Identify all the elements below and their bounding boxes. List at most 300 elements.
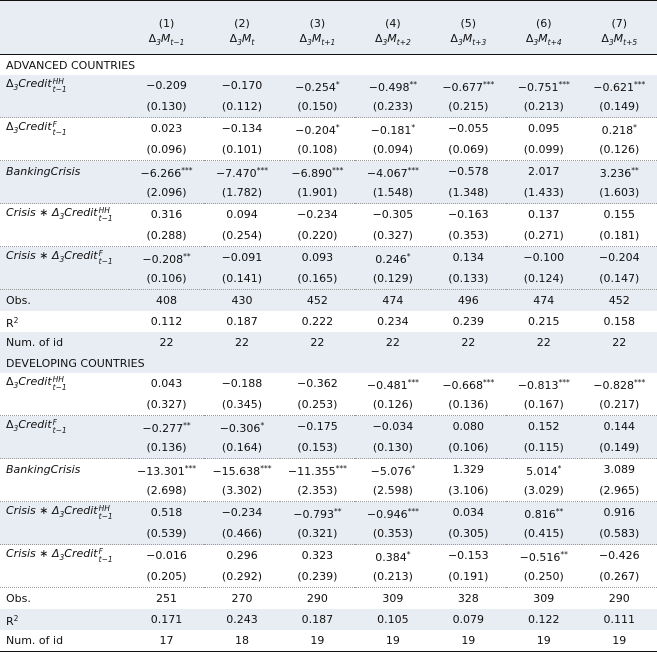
label-blank	[0, 139, 129, 161]
standard-error-cell: (0.254)	[204, 225, 279, 247]
delta-symbol: Δ	[601, 32, 609, 45]
coefficient-cell	[506, 545, 581, 567]
coefficient-cell	[355, 373, 430, 394]
num-id-cell: 19	[582, 630, 657, 652]
coefficient-value: 3.236	[599, 166, 632, 180]
coefficient-value: 2.017	[528, 165, 560, 178]
num-id-cell: 17	[129, 630, 204, 652]
coefficient-value: 0.095	[528, 122, 560, 135]
dependent-variable-row	[0, 30, 657, 55]
credit-subscript: t−1	[52, 128, 67, 137]
r-squared-cell: 0.187	[280, 609, 355, 630]
standard-error-cell: (0.205)	[129, 566, 204, 588]
standard-error-cell: (0.153)	[280, 437, 355, 459]
r-squared-cell: 0.105	[355, 609, 430, 630]
coefficient-value: −0.481	[366, 378, 408, 392]
coefficient-cell	[582, 502, 657, 524]
delta-symbol: Δ	[6, 120, 14, 133]
observations-cell: 251	[156, 592, 177, 605]
coefficient-value: −0.208	[142, 252, 184, 266]
coefficient-cell	[582, 373, 657, 394]
header-corner	[0, 1, 129, 31]
coefficient-value: 1.329	[452, 463, 485, 476]
observations-cell: 290	[306, 592, 328, 605]
significance-stars: *	[411, 122, 416, 132]
variable-label	[0, 416, 129, 438]
coefficient-value: −0.181	[370, 123, 412, 137]
coefficient-cell	[582, 161, 657, 183]
delta-subscript: 3	[156, 38, 161, 47]
section-title: DEVELOPING COUNTRIES	[0, 353, 657, 373]
significance-stars: ***	[335, 463, 347, 473]
observations-cell: 452	[280, 290, 355, 312]
credit-superscript: HH	[98, 504, 110, 513]
coefficient-cell	[506, 75, 581, 96]
variable-label	[0, 545, 129, 567]
coefficient-cell	[280, 459, 355, 481]
standard-error-cell: (0.305)	[431, 523, 506, 545]
variable-name: M	[613, 32, 624, 45]
coefficient-cell	[506, 118, 581, 140]
significance-stars: *	[633, 122, 637, 132]
standard-error-cell: (0.165)	[280, 268, 355, 290]
num-id-cell: 19	[506, 630, 581, 652]
coefficient-row	[0, 416, 657, 438]
standard-error-cell: (1.901)	[280, 182, 355, 204]
delta-subscript: 3	[533, 38, 539, 47]
variable-subscript: t+5	[623, 38, 638, 47]
coefficient-value: −0.034	[372, 420, 414, 433]
coefficient-cell	[506, 204, 581, 226]
observations-cell: 309	[533, 592, 555, 605]
dependent-variable	[582, 30, 657, 55]
credit-subscript: t−1	[52, 383, 67, 392]
standard-error-cell: (0.141)	[204, 268, 279, 290]
coefficient-value: −0.153	[447, 549, 489, 562]
section-title: ADVANCED COUNTRIES	[6, 58, 136, 72]
coefficient-cell	[506, 373, 581, 394]
standard-error-cell: (0.124)	[506, 268, 581, 290]
header-corner	[0, 30, 129, 55]
coefficient-value: 0.134	[452, 251, 485, 264]
coefficient-value: −0.362	[297, 377, 338, 390]
coefficient-cell	[431, 118, 506, 140]
credit-subscript: t−1	[98, 214, 113, 223]
variable-subscript: t−1	[170, 38, 185, 47]
coefficient-value: −0.091	[221, 251, 263, 264]
coefficient-cell	[355, 204, 430, 226]
num-id-cell: 18	[204, 630, 279, 652]
delta-subscript: 3	[608, 38, 614, 47]
coefficient-value: −0.305	[372, 208, 414, 221]
column-number: (1)	[129, 1, 204, 31]
num-id-label: Num. of id	[0, 630, 129, 652]
observations-cell: 474	[355, 290, 430, 312]
crisis-interaction: Crisis ∗ Δ	[6, 206, 60, 219]
coefficient-value: −13.301	[137, 464, 185, 478]
num-id-row	[0, 332, 657, 353]
coefficient-cell	[582, 247, 657, 269]
delta-symbol: Δ	[299, 32, 308, 45]
coefficient-value: −0.751	[517, 80, 559, 94]
significance-stars: ***	[483, 79, 495, 89]
standard-error-cell: (0.539)	[129, 523, 204, 545]
significance-stars: ***	[181, 165, 193, 175]
coefficient-row	[0, 118, 657, 140]
standard-error-cell: (0.466)	[204, 523, 279, 545]
coefficient-cell	[355, 75, 430, 96]
coefficient-value: −0.677	[442, 80, 484, 94]
delta-symbol: Δ	[374, 32, 383, 45]
coefficient-row	[0, 75, 657, 96]
dependent-variable	[204, 30, 279, 55]
standard-error-row	[0, 523, 657, 545]
coefficient-cell	[280, 204, 355, 226]
coefficient-value: 0.916	[603, 506, 635, 519]
banking-crisis-name: BankingCrisis	[6, 463, 81, 476]
standard-error-cell: (0.353)	[355, 523, 430, 545]
standard-error-cell: (0.130)	[355, 437, 430, 459]
num-id-cell: 19	[355, 630, 430, 652]
delta-subscript: 3	[13, 126, 19, 135]
observations-cell: 328	[457, 592, 479, 605]
coefficient-cell	[129, 75, 204, 96]
standard-error-cell: (3.029)	[506, 480, 581, 502]
significance-stars: *	[411, 463, 416, 473]
coefficient-value: 0.218	[601, 123, 634, 137]
num-id-cell: 19	[431, 630, 506, 652]
delta-subscript: 3	[13, 381, 19, 390]
coefficient-cell	[129, 204, 204, 226]
credit-name: Credit	[64, 206, 98, 219]
standard-error-cell: (3.302)	[204, 480, 279, 502]
coefficient-cell	[204, 118, 279, 140]
standard-error-cell: (0.101)	[204, 139, 279, 161]
delta-subscript: 3	[59, 553, 65, 562]
standard-error-cell: (0.583)	[582, 523, 657, 545]
coefficient-cell	[204, 502, 279, 524]
standard-error-cell: (0.130)	[129, 96, 204, 118]
coefficient-value: 0.023	[150, 122, 183, 135]
coefficient-cell	[355, 161, 430, 183]
coefficient-value: −0.793	[293, 507, 335, 521]
standard-error-cell: (0.181)	[582, 225, 657, 247]
r-letter: R	[6, 614, 14, 628]
coefficient-cell	[506, 502, 581, 524]
coefficient-cell	[280, 118, 355, 140]
credit-superscript: HH	[98, 206, 110, 215]
standard-error-cell: (0.106)	[431, 437, 506, 459]
delta-subscript: 3	[13, 424, 19, 433]
coefficient-cell	[431, 459, 506, 481]
r-squared-cell: 0.239	[452, 315, 485, 328]
standard-error-row	[0, 182, 657, 204]
standard-error-cell: (0.271)	[506, 225, 581, 247]
coefficient-cell	[582, 118, 657, 140]
coefficient-value: 0.316	[150, 208, 183, 221]
coefficient-value: −0.055	[447, 122, 489, 135]
dependent-variable	[355, 30, 430, 55]
credit-name: Credit	[18, 418, 52, 431]
coefficient-cell	[431, 373, 506, 394]
coefficient-row	[0, 545, 657, 567]
r-squared-cell: 0.111	[582, 609, 657, 630]
variable-subscript: t+3	[472, 38, 487, 47]
variable-label	[0, 118, 129, 140]
coefficient-cell	[204, 75, 279, 96]
significance-stars: ***	[256, 165, 268, 175]
credit-name: Credit	[18, 375, 52, 388]
standard-error-cell: (2.353)	[280, 480, 355, 502]
coefficient-cell	[204, 416, 279, 438]
credit-super-sub	[99, 505, 113, 521]
coefficient-cell	[431, 502, 506, 524]
coefficient-cell	[506, 161, 581, 183]
credit-superscript: F	[52, 120, 57, 129]
standard-error-cell: (0.106)	[129, 268, 204, 290]
variable-label	[0, 247, 129, 269]
coefficient-cell	[204, 545, 279, 567]
num-id-label: Num. of id	[0, 332, 129, 353]
num-id-cell: 22	[506, 332, 581, 353]
coefficient-value: −0.204	[598, 251, 640, 264]
coefficient-row	[0, 502, 657, 524]
r-squared-cell: 0.079	[431, 609, 506, 630]
r-squared-cell: 0.171	[129, 609, 204, 630]
standard-error-row	[0, 566, 657, 588]
coefficient-value: 0.034	[452, 506, 485, 519]
credit-name: Credit	[18, 77, 52, 90]
coefficient-row	[0, 373, 657, 394]
standard-error-cell: (0.112)	[204, 96, 279, 118]
standard-error-cell: (0.292)	[204, 566, 279, 588]
credit-super-sub	[99, 548, 113, 564]
delta-symbol: Δ	[148, 32, 157, 45]
significance-stars: *	[406, 251, 411, 261]
coefficient-cell	[582, 204, 657, 226]
credit-superscript: HH	[52, 77, 64, 86]
label-blank	[0, 437, 129, 459]
coefficient-cell	[204, 459, 279, 481]
delta-subscript: 3	[13, 83, 19, 92]
coefficient-value: −0.621	[593, 80, 634, 94]
standard-error-cell: (0.415)	[506, 523, 581, 545]
credit-subscript: t−1	[98, 257, 113, 266]
coefficient-cell	[204, 161, 279, 183]
significance-stars: **	[631, 165, 639, 175]
standard-error-row	[0, 139, 657, 161]
coefficient-cell	[355, 545, 430, 567]
table-body	[0, 1, 657, 652]
num-id-row	[0, 630, 657, 652]
standard-error-cell: (0.239)	[280, 566, 355, 588]
coefficient-cell	[355, 247, 430, 269]
delta-symbol: Δ	[525, 32, 534, 45]
variable-subscript: t+4	[547, 38, 562, 47]
credit-super-sub	[99, 207, 113, 223]
standard-error-row	[0, 480, 657, 502]
significance-stars: **	[183, 251, 191, 261]
delta-subscript: 3	[457, 38, 463, 47]
coefficient-value: −0.813	[517, 378, 559, 392]
credit-super-sub	[53, 419, 67, 435]
standard-error-cell: (0.213)	[355, 566, 430, 588]
delta-subscript: 3	[59, 212, 65, 221]
coefficient-value: 0.094	[226, 208, 258, 221]
coefficient-value: −0.204	[295, 123, 336, 137]
significance-stars: ***	[332, 165, 344, 175]
credit-subscript: t−1	[98, 512, 113, 521]
coefficient-cell	[204, 373, 279, 394]
r-squared-row	[0, 311, 657, 332]
standard-error-cell: (0.353)	[431, 225, 506, 247]
delta-subscript: 3	[59, 510, 65, 519]
standard-error-cell: (0.327)	[355, 225, 430, 247]
coefficient-value: −7.470	[215, 166, 257, 180]
credit-superscript: F	[98, 249, 103, 258]
standard-error-cell: (1.782)	[204, 182, 279, 204]
standard-error-cell: (0.288)	[129, 225, 204, 247]
observations-cell: 496	[431, 290, 506, 312]
variable-label	[0, 75, 129, 96]
coefficient-value: 0.518	[150, 506, 183, 519]
standard-error-cell: (3.106)	[431, 480, 506, 502]
coefficient-value: −5.076	[370, 464, 412, 478]
observations-cell: 270	[231, 592, 253, 605]
column-number: (5)	[431, 1, 506, 31]
significance-stars: ***	[260, 463, 272, 473]
significance-stars: **	[409, 79, 417, 89]
coefficient-row	[0, 204, 657, 226]
variable-name: M	[160, 32, 171, 45]
significance-stars: *	[406, 549, 411, 559]
delta-subscript: 3	[237, 38, 242, 47]
significance-stars: **	[560, 549, 568, 559]
coefficient-value: 0.152	[528, 420, 560, 433]
variable-name: M	[462, 32, 473, 45]
coefficient-cell	[431, 204, 506, 226]
coefficient-value: −0.578	[447, 165, 489, 178]
coefficient-cell	[280, 161, 355, 183]
coefficient-value: 0.246	[375, 252, 407, 266]
coefficient-cell	[355, 502, 430, 524]
variable-name: M	[241, 32, 252, 45]
num-id-cell: 22	[204, 332, 279, 353]
significance-stars: ***	[407, 377, 419, 387]
column-number: (6)	[506, 1, 581, 31]
standard-error-row	[0, 394, 657, 416]
coefficient-value: −0.209	[146, 79, 187, 92]
significance-stars: ***	[184, 463, 196, 473]
label-blank	[0, 566, 129, 588]
standard-error-cell: (0.167)	[506, 394, 581, 416]
delta-symbol: Δ	[6, 418, 14, 431]
coefficient-cell	[280, 502, 355, 524]
significance-stars: ***	[633, 377, 646, 387]
significance-stars: *	[260, 420, 265, 430]
standard-error-cell: (0.099)	[506, 139, 581, 161]
credit-super-sub	[53, 78, 67, 94]
credit-name: Credit	[64, 504, 98, 517]
variable-subscript: t	[251, 38, 255, 47]
dependent-variable	[280, 30, 355, 55]
standard-error-cell: (0.191)	[431, 566, 506, 588]
variable-label	[0, 459, 129, 481]
coefficient-cell	[129, 247, 204, 269]
coefficient-cell	[280, 416, 355, 438]
section-header-row	[0, 55, 657, 76]
variable-name: M	[538, 32, 548, 45]
column-number: (7)	[582, 1, 657, 31]
standard-error-cell: (0.126)	[582, 139, 657, 161]
r-squared-cell: 0.158	[603, 315, 635, 328]
r-letter: R	[6, 316, 14, 330]
coefficient-cell	[582, 416, 657, 438]
crisis-interaction: Crisis ∗ Δ	[6, 547, 60, 560]
delta-subscript: 3	[59, 255, 65, 264]
credit-super-sub	[99, 250, 113, 266]
variable-subscript: t+1	[321, 38, 336, 47]
significance-stars: ***	[558, 79, 570, 89]
label-blank	[0, 394, 129, 416]
r-squared-label	[0, 609, 129, 630]
coefficient-cell	[431, 545, 506, 567]
standard-error-cell: (0.069)	[431, 139, 506, 161]
coefficient-row	[0, 459, 657, 481]
crisis-interaction: Crisis ∗ Δ	[6, 249, 60, 262]
r-squared-cell: 0.187	[226, 315, 258, 328]
standard-error-row	[0, 268, 657, 290]
standard-error-row	[0, 437, 657, 459]
coefficient-value: −0.426	[598, 549, 640, 562]
significance-stars: *	[335, 122, 340, 132]
coefficient-cell	[129, 416, 204, 438]
variable-label	[0, 373, 129, 394]
standard-error-cell: (0.150)	[280, 96, 355, 118]
delta-subscript: 3	[307, 38, 312, 47]
coefficient-value: −0.828	[593, 378, 634, 392]
coefficient-value: −0.234	[221, 506, 263, 519]
r-superscript: 2	[13, 613, 19, 623]
variable-label	[0, 502, 129, 524]
coefficient-value: 3.089	[603, 463, 635, 476]
standard-error-cell: (0.164)	[204, 437, 279, 459]
coefficient-row	[0, 247, 657, 269]
coefficient-cell	[129, 545, 204, 567]
credit-name: Credit	[64, 249, 98, 262]
coefficient-value: −0.946	[366, 507, 408, 521]
credit-name: Credit	[64, 547, 98, 560]
variable-label	[0, 204, 129, 226]
standard-error-row	[0, 96, 657, 118]
num-id-cell: 22	[431, 332, 506, 353]
coefficient-value: −6.266	[140, 166, 182, 180]
label-blank	[0, 96, 129, 118]
standard-error-cell: (0.220)	[280, 225, 355, 247]
coefficient-value: −4.067	[366, 166, 408, 180]
r-superscript: 2	[13, 315, 19, 325]
delta-symbol: Δ	[6, 77, 14, 90]
significance-stars: ***	[407, 165, 419, 175]
standard-error-cell: (0.233)	[355, 96, 430, 118]
coefficient-cell	[280, 545, 355, 567]
significance-stars: ***	[558, 377, 570, 387]
significance-stars: **	[555, 506, 564, 516]
coefficient-value: −0.016	[146, 549, 187, 562]
standard-error-cell: (2.965)	[582, 480, 657, 502]
delta-symbol: Δ	[6, 375, 14, 388]
observations-cell: 474	[506, 290, 581, 312]
